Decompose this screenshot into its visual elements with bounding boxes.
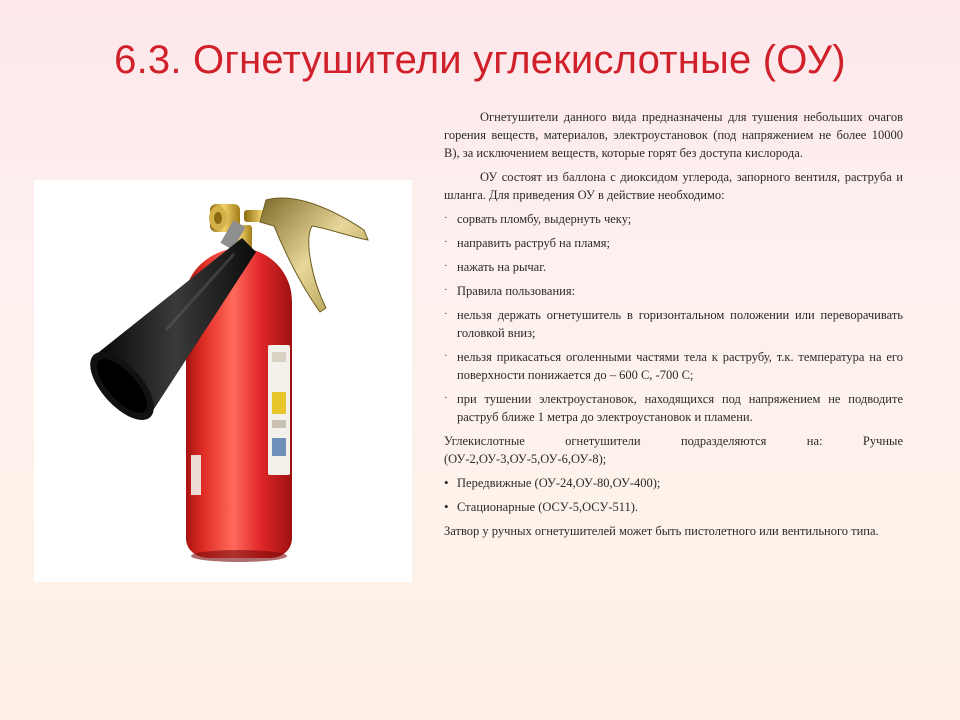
bullet-icon: · — [444, 392, 448, 404]
bullet-icon: · — [444, 350, 448, 362]
bullet-icon: · — [444, 308, 448, 320]
composition-paragraph: ОУ состоят из баллона с диоксидом углерода, запорного вентиля, раструба и шланга. Для приведения ОУ в действие необходимо: — [444, 170, 903, 202]
list-item: · нельзя прикасаться оголенными частями тела к раструбу, т.к. температура на его поверхности понижается до – 600 С, -700 С; — [444, 350, 903, 382]
description-text — [444, 108, 903, 546]
bullet-icon: · — [444, 260, 448, 272]
extinguisher-photo — [34, 180, 412, 582]
bullet-icon: · — [444, 236, 448, 248]
classification-paragraph: Углекислотные огнетушители подразделяются на: Ручные (ОУ-2,ОУ-3,ОУ-5,ОУ-6,ОУ-8); — [444, 434, 903, 466]
list-item: • Передвижные (ОУ-24,ОУ-80,ОУ-400); — [444, 475, 661, 490]
list-item: · нажать на рычаг. — [444, 260, 547, 274]
list-item: · сорвать пломбу, выдернуть чеку; — [444, 212, 632, 226]
closing-paragraph: Затвор у ручных огнетушителей может быть пистолетного или вентильного типа. — [444, 524, 879, 538]
bullet-dot-icon: • — [444, 499, 449, 514]
bullet-icon: · — [444, 212, 448, 224]
list-item: · нельзя держать огнетушитель в горизонтальном положении или переворачивать головкой вниз; — [444, 308, 903, 340]
bullet-icon: · — [444, 284, 448, 296]
bullet-dot-icon: • — [444, 475, 449, 490]
list-item: · при тушении электроустановок, находящихся под напряжением не подводите раструб ближе 1 метра до электроустановок и пламени. — [444, 392, 903, 424]
list-item: · направить раструб на пламя; — [444, 236, 611, 250]
list-item: · Правила пользования: — [444, 284, 576, 298]
extinguisher-illustration — [34, 180, 412, 582]
list-item: • Стационарные (ОСУ-5,ОСУ-511). — [444, 499, 639, 514]
slide-title: 6.3. Огнетушители углекислотные (ОУ) — [114, 38, 846, 82]
intro-paragraph: Огнетушители данного вида предназначены для тушения небольших очагов горения веществ, материалов, электроустановок (под напряжением не более 10000 В), за исключением веществ, которые горят без доступа кислорода. — [444, 110, 903, 160]
